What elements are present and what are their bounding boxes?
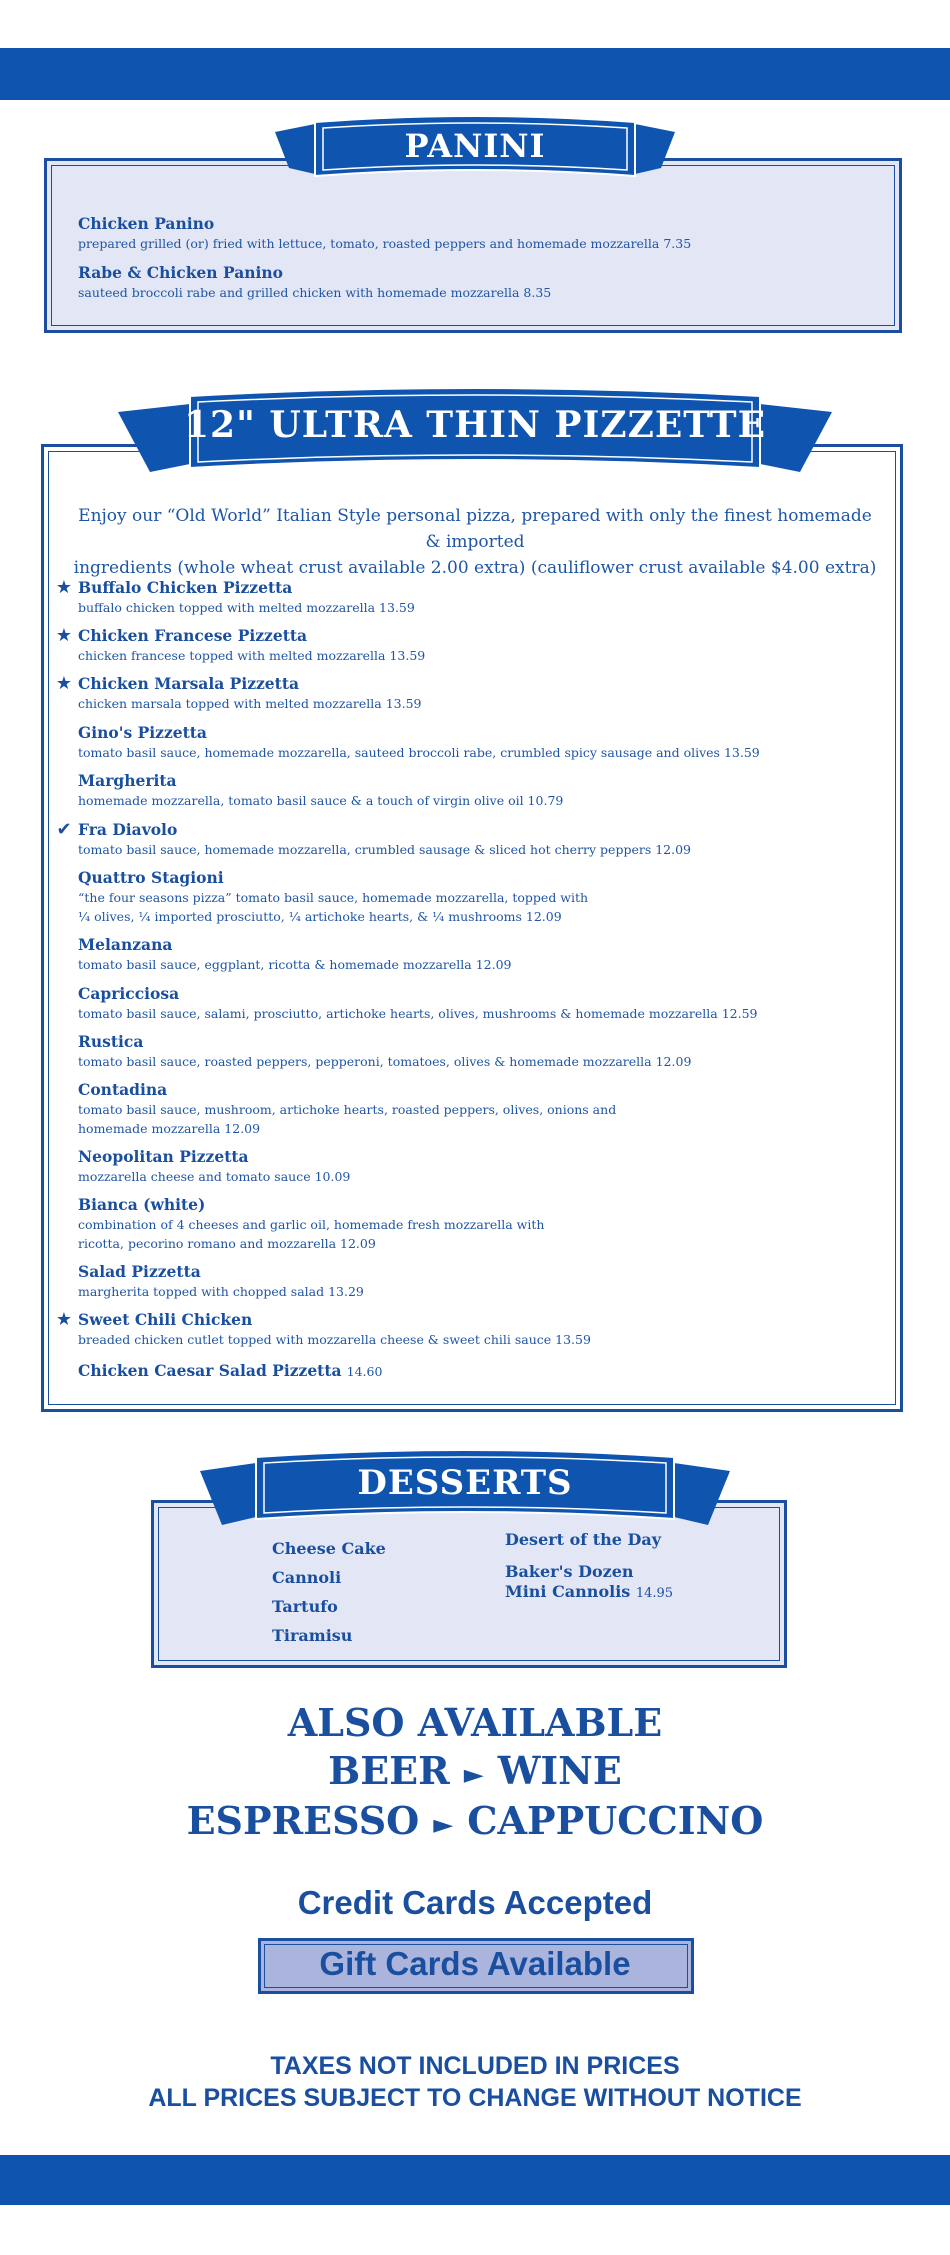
- menu-item: [78, 1262, 364, 1301]
- menu-item: [78, 723, 760, 762]
- pizzette-title: 12" ULTRA THIN PIZZETTE: [183, 404, 767, 446]
- menu-item: [55, 577, 415, 617]
- menu-item: [55, 1309, 591, 1349]
- menu-item: [78, 1080, 616, 1138]
- item-description: margherita topped with chopped salad 13.29: [78, 1284, 364, 1299]
- bottom-color-band: [0, 2155, 950, 2205]
- menu-item: [78, 868, 588, 926]
- item-name: Chicken Caesar Salad Pizzetta: [78, 1361, 342, 1380]
- dessert-item: Tartufo: [272, 1597, 338, 1616]
- intro-line: Enjoy our “Old World” Italian Style personal pizza, prepared with only the finest homemade & imported: [78, 506, 872, 552]
- gift-cards-text: Gift Cards Available: [319, 1945, 631, 1982]
- menu-item: [78, 1361, 382, 1381]
- item-name: Contadina: [78, 1080, 168, 1099]
- item-name: Gino's Pizzetta: [78, 723, 207, 742]
- top-color-band: [0, 48, 950, 100]
- dessert-item-name: Mini Cannolis: [505, 1582, 631, 1601]
- prices-notice: ALL PRICES SUBJECT TO CHANGE WITHOUT NOTICE: [148, 2084, 802, 2112]
- pizzette-banner: [118, 390, 832, 490]
- item-name: Bianca (white): [78, 1195, 206, 1214]
- dessert-item: Desert of the Day: [505, 1530, 662, 1549]
- checkmark-icon: ✔: [56, 819, 72, 840]
- arrow-right-icon: ►: [433, 1809, 454, 1840]
- item-price: 14.60: [346, 1364, 383, 1379]
- beer-wine-line: [0, 1748, 950, 1793]
- item-name: Melanzana: [78, 935, 173, 954]
- beer-label: BEER: [328, 1748, 450, 1793]
- item-description: tomato basil sauce, mushroom, artichoke hearts, roasted peppers, olives, onions and: [78, 1102, 617, 1117]
- star-icon: ★: [55, 625, 73, 646]
- item-name: Rabe & Chicken Panino: [78, 263, 284, 282]
- menu-item: [78, 984, 757, 1023]
- item-description: buffalo chicken topped with melted mozzarella 13.59: [78, 600, 415, 615]
- arrow-right-icon: ►: [463, 1759, 484, 1790]
- item-description: “the four seasons pizza” tomato basil sauce, homemade mozzarella, topped with: [78, 890, 589, 905]
- item-name: Neopolitan Pizzetta: [78, 1147, 249, 1166]
- menu-item: [78, 1195, 544, 1253]
- dessert-item: [505, 1582, 673, 1601]
- menu-item: [78, 214, 691, 253]
- item-name: Capricciosa: [78, 984, 180, 1003]
- item-description: ricotta, pecorino romano and mozzarella 12.09: [78, 1236, 376, 1251]
- espresso-label: ESPRESSO: [186, 1798, 420, 1843]
- credit-cards-text: Credit Cards Accepted: [297, 1884, 653, 1921]
- menu-item: [78, 771, 563, 810]
- dessert-price: 14.95: [635, 1586, 674, 1601]
- item-name: Margherita: [78, 771, 177, 790]
- item-description: tomato basil sauce, salami, prosciutto, artichoke hearts, olives, mushrooms & homemade mozzarella 12.59: [78, 1006, 758, 1021]
- item-name: Quattro Stagioni: [78, 868, 224, 887]
- item-name: Salad Pizzetta: [78, 1262, 201, 1281]
- panini-banner: [275, 118, 675, 190]
- item-name: Chicken Panino: [78, 214, 215, 233]
- item-description: tomato basil sauce, homemade mozzarella, crumbled sausage & sliced hot cherry peppers 12.09: [78, 842, 692, 857]
- item-name: Chicken Francese Pizzetta: [78, 626, 308, 645]
- menu-item: [78, 935, 512, 974]
- desserts-title: DESSERTS: [357, 1463, 573, 1503]
- item-description: mozzarella cheese and tomato sauce 10.09: [78, 1169, 351, 1184]
- item-name: Rustica: [78, 1032, 144, 1051]
- item-name: Fra Diavolo: [78, 820, 178, 839]
- item-description: homemade mozzarella, tomato basil sauce & a touch of virgin olive oil 10.79: [78, 793, 564, 808]
- menu-item: [55, 673, 422, 713]
- star-icon: ★: [55, 577, 73, 598]
- item-description: tomato basil sauce, roasted peppers, pepperoni, tomatoes, olives & homemade mozzarella 12.09: [78, 1054, 692, 1069]
- item-description: ¼ olives, ¼ imported prosciutto, ¼ artichoke hearts, & ¼ mushrooms 12.09: [78, 909, 562, 924]
- star-icon: ★: [55, 673, 73, 694]
- panini-title: PANINI: [404, 127, 546, 165]
- menu-item: [78, 263, 551, 302]
- desserts-banner: [200, 1453, 730, 1533]
- dessert-item: Tiramisu: [272, 1626, 353, 1645]
- item-description: prepared grilled (or) fried with lettuce, tomato, roasted peppers and homemade mozzarella 7.35: [78, 236, 692, 251]
- intro-line: ingredients (whole wheat crust available 2.00 extra) (cauliflower crust available $4.00 extra): [73, 558, 877, 578]
- item-description: chicken marsala topped with melted mozzarella 13.59: [78, 696, 422, 711]
- item-description: combination of 4 cheeses and garlic oil, homemade fresh mozzarella with: [78, 1217, 545, 1232]
- menu-item: [56, 819, 692, 859]
- item-description: homemade mozzarella 12.09: [78, 1121, 261, 1136]
- dessert-item: Baker's Dozen: [505, 1562, 634, 1581]
- item-description: tomato basil sauce, eggplant, ricotta & homemade mozzarella 12.09: [78, 957, 512, 972]
- cappuccino-label: CAPPUCCINO: [467, 1798, 764, 1843]
- dessert-item: Cannoli: [272, 1568, 342, 1587]
- item-name: Buffalo Chicken Pizzetta: [78, 578, 293, 597]
- item-name: Sweet Chili Chicken: [78, 1310, 253, 1329]
- menu-item: [78, 1147, 350, 1186]
- item-name: Chicken Marsala Pizzetta: [78, 674, 300, 693]
- item-description: chicken francese topped with melted mozzarella 13.59: [78, 648, 426, 663]
- menu-item: [55, 625, 426, 665]
- wine-label: WINE: [497, 1748, 622, 1793]
- star-icon: ★: [55, 1309, 73, 1330]
- item-description: breaded chicken cutlet topped with mozzarella cheese & sweet chili sauce 13.59: [78, 1332, 591, 1347]
- also-available-heading: ALSO AVAILABLE: [287, 1700, 663, 1745]
- dessert-item: Cheese Cake: [272, 1539, 386, 1558]
- item-description: tomato basil sauce, homemade mozzarella, sauteed broccoli rabe, crumbled spicy sausage and olives 13.59: [78, 745, 760, 760]
- espresso-cappuccino-line: [0, 1798, 950, 1843]
- taxes-notice: TAXES NOT INCLUDED IN PRICES: [270, 2052, 680, 2080]
- pizzette-intro: [70, 503, 880, 581]
- menu-item: [78, 1032, 691, 1071]
- item-description: sauteed broccoli rabe and grilled chicken with homemade mozzarella 8.35: [78, 285, 552, 300]
